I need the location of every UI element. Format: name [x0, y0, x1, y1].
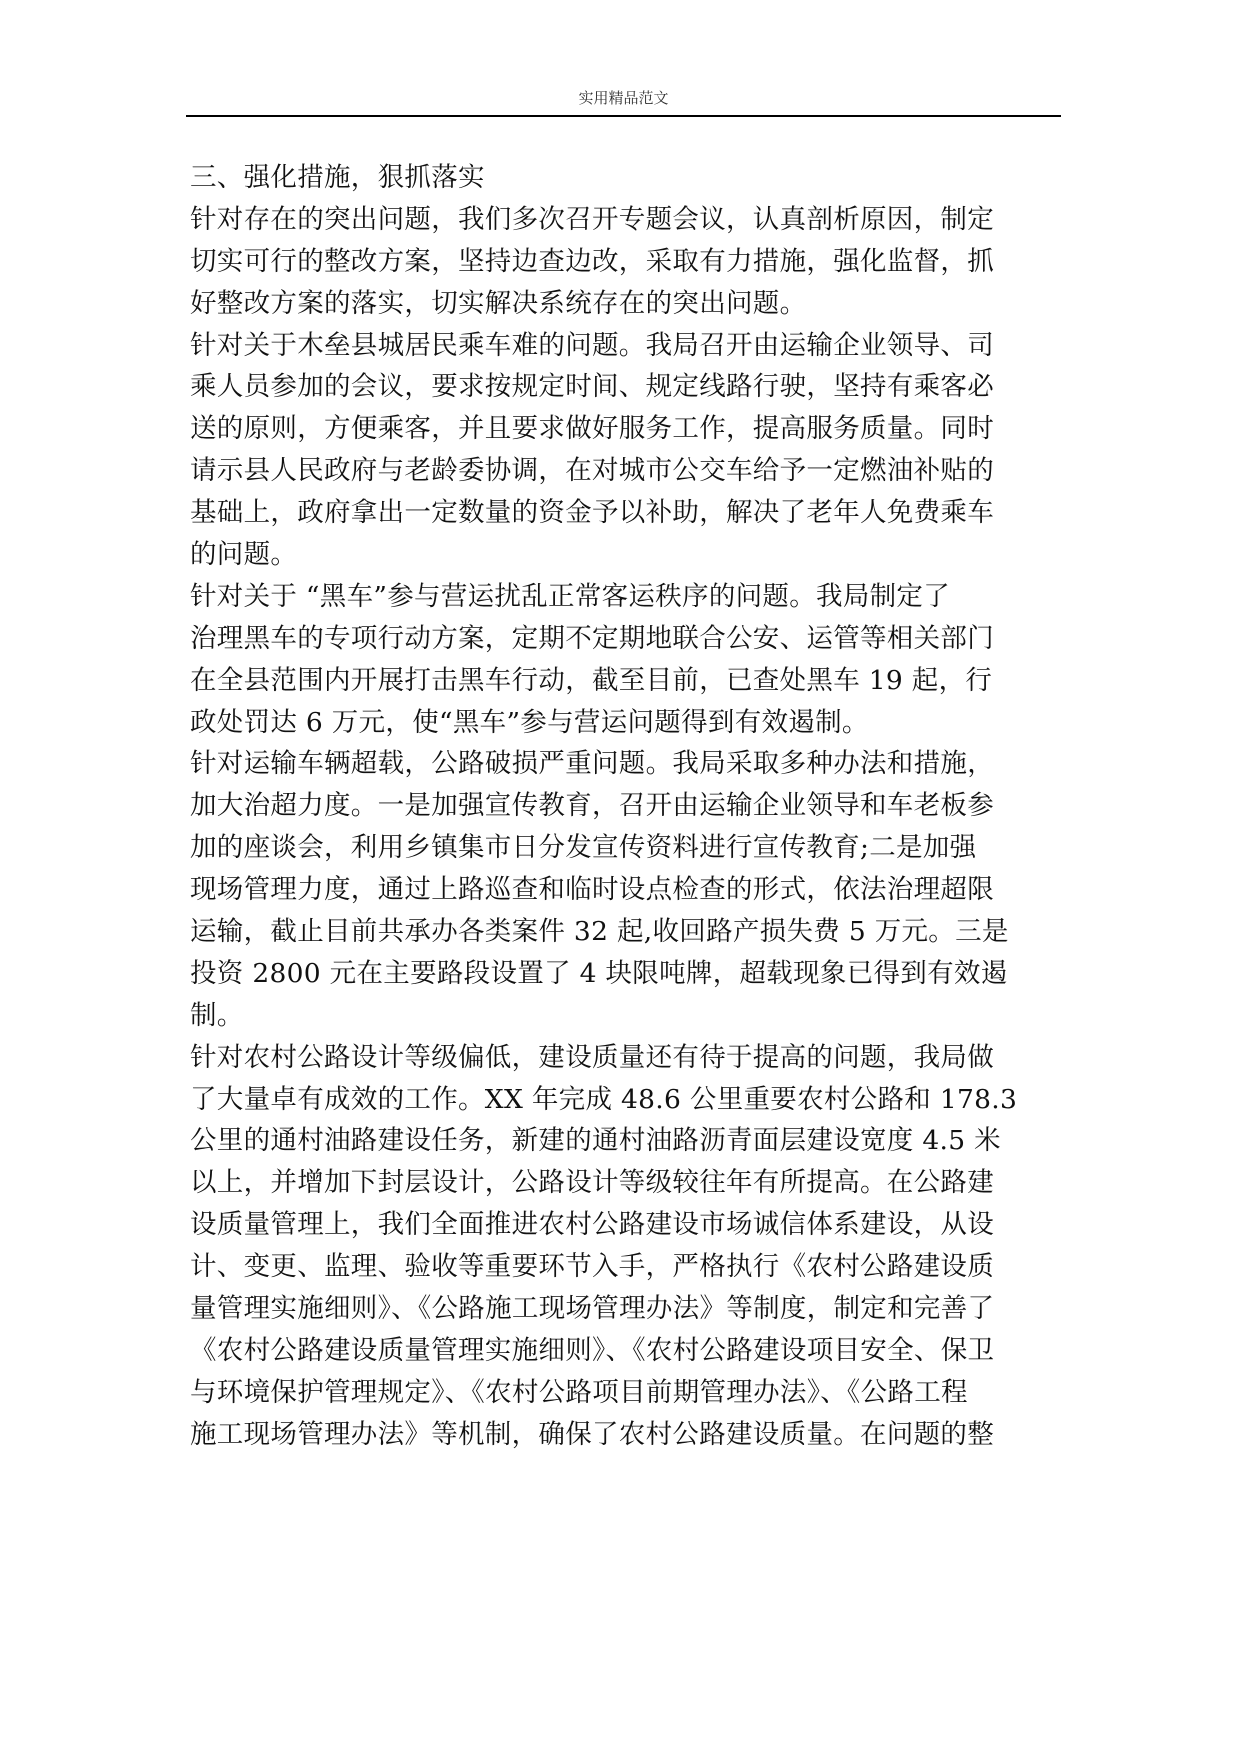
text-line: 施工现场管理办法》等机制，确保了农村公路建设质量。在问题的整 [190, 1418, 994, 1450]
text-line: 针对关于 “黑车”参与营运扰乱正常客运秩序的问题。我局制定了 [190, 580, 951, 612]
page-header: 实用精品范文 [578, 89, 669, 107]
text-line: 投资 2800 元在主要路段设置了 4 块限吨牌，超载现象已得到有效遏 [190, 957, 1008, 989]
text-line: 针对农村公路设计等级偏低，建设质量还有待于提高的问题，我局做 [190, 1041, 994, 1073]
text-line: 公里的通村油路建设任务，新建的通村油路沥青面层建设宽度 4.5 米 [190, 1125, 1001, 1157]
text-line: 现场管理力度，通过上路巡查和临时设点检查的形式，依法治理超限 [190, 874, 994, 906]
text-line: 针对运输车辆超载，公路破损严重问题。我局采取多种办法和措施， [190, 748, 994, 780]
text-line: 的问题。 [190, 539, 298, 571]
text-line: 设质量管理上，我们全面推进农村公路建设市场诚信体系建设，从设 [190, 1209, 994, 1241]
header-divider [186, 115, 1061, 117]
text-line: 治理黑车的专项行动方案，定期不定期地联合公安、运管等相关部门 [190, 622, 994, 654]
text-line: 加大治超力度。一是加强宣传教育，召开由运输企业领导和车老板参 [190, 790, 994, 822]
text-line: 基础上，政府拿出一定数量的资金予以补助，解决了老年人免费乘车 [190, 497, 994, 529]
text-line: 了大量卓有成效的工作。XX 年完成 48.6 公里重要农村公路和 178.3 [190, 1083, 1018, 1115]
section-heading: 三、强化措施，狠抓落实 [190, 162, 485, 193]
text-line: 针对关于木垒县城居民乘车难的问题。我局召开由运输企业领导、司 [190, 329, 994, 361]
text-line: 制。 [190, 999, 244, 1031]
text-line: 在全县范围内开展打击黑车行动，截至目前，已查处黑车 19 起，行 [190, 664, 993, 696]
text-line: 乘人员参加的会议，要求按规定时间、规定线路行驶，坚持有乘客必 [190, 371, 994, 403]
text-line: 请示县人民政府与老龄委协调，在对城市公交车给予一定燃油补贴的 [190, 455, 994, 487]
text-line: 计、变更、监理、验收等重要环节入手，严格执行《农村公路建设质 [190, 1251, 994, 1283]
text-line: 切实可行的整改方案，坚持边查边改，采取有力措施，强化监督，抓 [190, 245, 994, 277]
text-line: 与环境保护管理规定》、《农村公路项目前期管理办法》、《公路工程 [190, 1376, 968, 1408]
text-line: 好整改方案的落实，切实解决系统存在的突出问题。 [190, 287, 807, 319]
text-line: 针对存在的突出问题，我们多次召开专题会议，认真剖析原因，制定 [190, 203, 994, 235]
text-line: 《农村公路建设质量管理实施细则》、《农村公路建设项目安全、保卫 [190, 1334, 995, 1366]
text-line: 加的座谈会，利用乡镇集市日分发宣传资料进行宣传教育;二是加强 [190, 832, 977, 864]
text-line: 送的原则，方便乘客，并且要求做好服务工作，提高服务质量。同时 [190, 413, 994, 445]
text-line: 以上，并增加下封层设计，公路设计等级较往年有所提高。在公路建 [190, 1167, 994, 1199]
text-line: 运输，截止目前共承办各类案件 32 起,收回路产损失费 5 万元。三是 [190, 916, 1009, 948]
text-line: 政处罚达 6 万元，使“黑车”参与营运问题得到有效遏制。 [190, 706, 869, 738]
document-body [190, 157, 1062, 1456]
text-line: 量管理实施细则》、《公路施工现场管理办法》等制度，制定和完善了 [190, 1293, 995, 1325]
